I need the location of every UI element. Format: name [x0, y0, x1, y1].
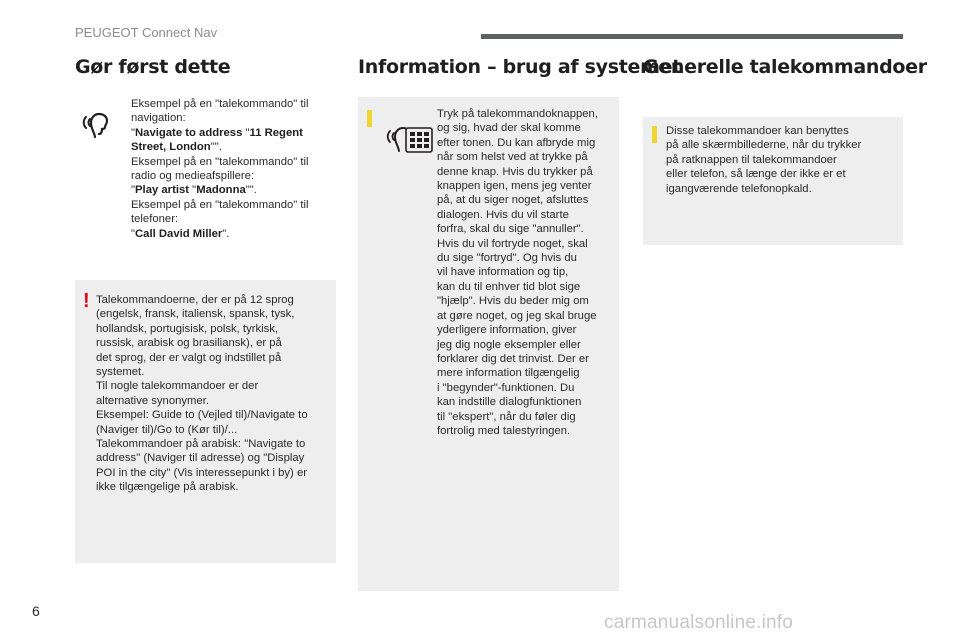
- info-line: og sig, hvad der skal komme: [437, 122, 581, 135]
- general-commands-box: [643, 117, 903, 245]
- warning-line: Til nogle talekommandoer er der: [96, 380, 259, 393]
- information-text: [437, 107, 617, 438]
- info-line: forklarer dig det trinvist. Der er: [437, 352, 589, 365]
- info-line: forfra, skal du sige "annuller".: [437, 223, 584, 236]
- example-line: Eksempel på en "talekommando" til: [131, 155, 309, 168]
- header-bar: [481, 34, 903, 39]
- info-line: til "ekspert", når du føler dig: [437, 410, 576, 423]
- warning-line: hollandsk, portugisisk, polsk, tyrkisk,: [96, 322, 279, 335]
- info-line: "hjælp". Hvis du beder mig om: [437, 295, 589, 308]
- warning-line: russisk, arabisk og brasiliansk), er på: [96, 337, 282, 350]
- warning-icon: !: [83, 290, 90, 312]
- example-line: "Play artist "Madonna"".: [131, 184, 257, 197]
- example-line: telefoner:: [131, 213, 179, 226]
- info-line: kan du til enhver tid blot sige: [437, 280, 581, 293]
- example-line: radio og medieafspillere:: [131, 170, 255, 183]
- general-commands-text: [666, 124, 901, 196]
- general-line: igangværende telefonopkald.: [666, 182, 812, 195]
- info-line: Hvis du vil fortryde noget, skal: [437, 237, 588, 250]
- warning-line: Eksempel: Guide to (Vejled til)/Navigate to: [96, 409, 308, 422]
- info-line: knappen igen, mens jeg venter: [437, 180, 592, 193]
- info-line: yderligere information, giver: [437, 324, 577, 337]
- example-line: navigation:: [131, 112, 186, 125]
- warning-box: [75, 280, 336, 563]
- info-line: dialogen. Hvis du vil starte: [437, 208, 569, 221]
- warning-line: Talekommandoerne, der er på 12 sprog: [96, 294, 294, 306]
- info-line: efter tonen. Du kan afbryde mig: [437, 136, 596, 149]
- example-line: Eksempel på en "talekommando" til: [131, 198, 309, 211]
- page-number: 6: [32, 603, 40, 619]
- warning-line: (Naviger til)/Go to (Kør til)/...: [96, 423, 238, 436]
- warning-line: Talekommandoer på arabisk: "Navigate to: [96, 438, 306, 451]
- example-line: Street, London"".: [131, 141, 222, 154]
- info-line: når som helst ved at trykke på: [437, 151, 588, 164]
- general-line: Disse talekommandoer kan benyttes: [666, 125, 849, 137]
- voice-command-icon: [82, 105, 116, 139]
- section-title-first-steps: Gør først dette: [75, 56, 231, 78]
- info-line: på, at du siger noget, afsluttes: [437, 194, 589, 207]
- warning-text: [96, 293, 336, 495]
- warning-line: (engelsk, fransk, italiensk, spansk, tysk,: [96, 308, 295, 321]
- watermark: carmanualsonline.info: [604, 612, 794, 633]
- info-line: denne knap. Hvis du trykker på: [437, 165, 593, 178]
- information-box: [358, 97, 619, 591]
- general-line: på ratknappen til talekommandoer: [666, 153, 837, 166]
- info-line: at gøre noget, og jeg skal bruge: [437, 309, 597, 322]
- warning-line: ikke tilgængelige på arabisk.: [96, 481, 239, 494]
- info-line: kan indstille dialogfunktionen: [437, 396, 582, 409]
- info-marker-icon: [367, 110, 372, 127]
- general-line: på alle skærmbillederne, når du trykker: [666, 139, 862, 152]
- info-line: i "begynder"-funktionen. Du: [437, 381, 575, 394]
- warning-line: POI in the city" (Vis interessepunkt i by) er: [96, 466, 307, 479]
- section-title-general-commands: Generelle talekommandoer: [643, 56, 927, 78]
- example-line: Eksempel på en "talekommando" til: [131, 98, 309, 110]
- info-line: vil have information og tip,: [437, 266, 569, 279]
- info-line: Tryk på talekommandoknappen,: [437, 108, 598, 120]
- general-line: eller telefon, så længe der ikke er et: [666, 168, 846, 181]
- info-line: jeg dig nogle eksempler eller: [437, 338, 581, 351]
- example-line: "Call David Miller".: [131, 227, 230, 240]
- section-title-information: Information – brug af systemet: [358, 56, 681, 78]
- warning-line: address" (Naviger til adresse) og "Display: [96, 452, 305, 465]
- warning-line: det sprog, der er valgt og indstillet på: [96, 351, 282, 364]
- document-header-title: PEUGEOT Connect Nav: [75, 25, 218, 40]
- example-line: "Navigate to address "11 Regent: [131, 126, 303, 139]
- info-line: du sige "fortryd". Og hvis du: [437, 252, 577, 265]
- voice-keypad-icon: [386, 114, 436, 154]
- info-line: mere information tilgængelig: [437, 367, 580, 380]
- info-marker-icon: [652, 126, 657, 143]
- warning-line: systemet.: [96, 366, 145, 379]
- info-line: fortrolig med talestyringen.: [437, 424, 571, 437]
- voice-command-examples: [131, 97, 336, 241]
- warning-line: alternative synonymer.: [96, 394, 210, 407]
